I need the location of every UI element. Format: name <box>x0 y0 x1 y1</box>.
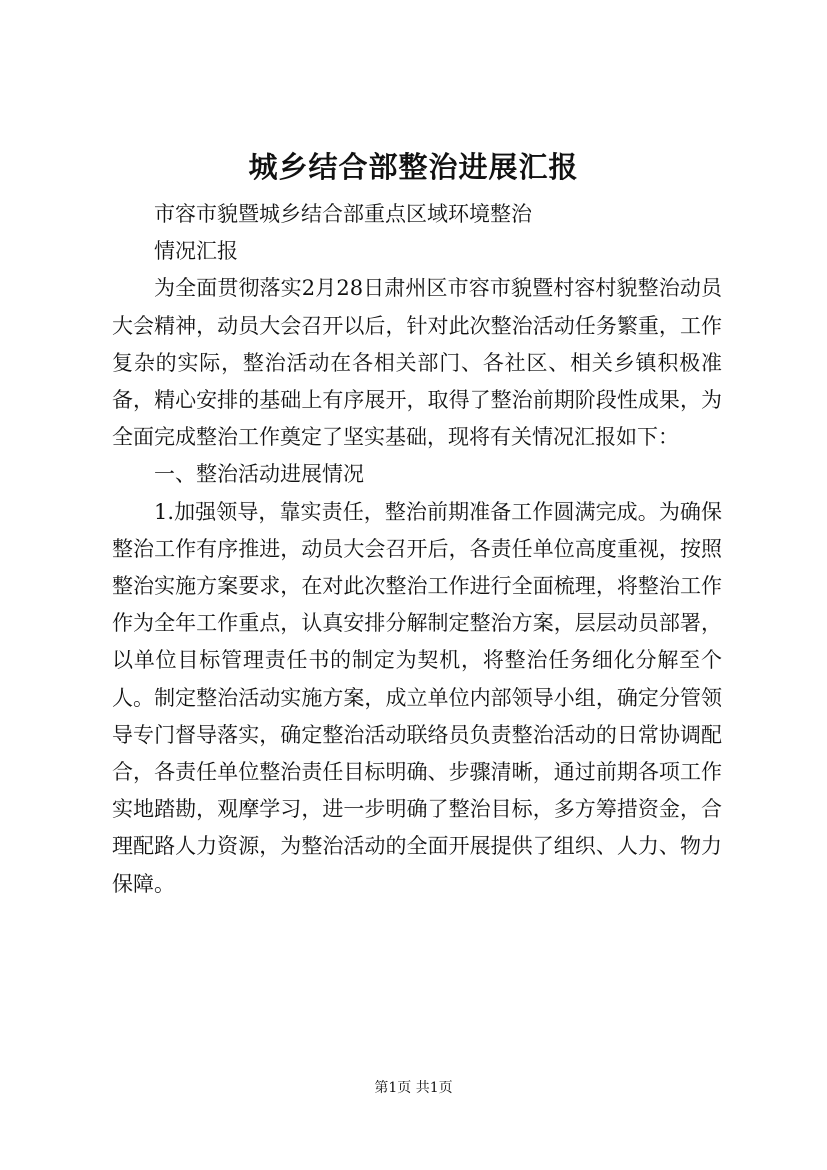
subtitle-line-2: 情况汇报 <box>154 239 238 264</box>
intro-paragraph: 为全面贯彻落实2月28日肃州区市容市貌暨村容村貌整治动员大会精神，动员大会召开以后，针对此次整治活动任务繁重，工作复杂的实际，整治活动在各相关部门、各社区、相关乡镇积极准备，精心安排的基础上有序展开，取得了整治前期阶段性成果，为全面完成整治工作奠定了坚实基础，现将有关情况汇报如下： <box>112 276 722 450</box>
document-title: 城乡结合部整治进展汇报 <box>248 150 579 184</box>
document-body <box>112 196 722 903</box>
page-footer: 第1页 共1页 <box>374 1080 453 1096</box>
section-1-paragraph-1: 1.加强领导，靠实责任，整治前期准备工作圆满完成。为确保整治工作有序推进，动员大会召开后，各责任单位高度重视，按照整治实施方案要求，在对此次整治工作进行全面梳理，将整治工作作为全年工作重点，认真安排分解制定整治方案，层层动员部署，以单位目标管理责任书的制定为契机，将整治任务细化分解至个人。制定整治活动实施方案，成立单位内部领导小组，确定分管领导专门督导落实，确定整治活动联络员负责整治活动的日常协调配合，各责任单位整治责任目标明确、步骤清晰，通过前期各项工作实地踏勘，观摩学习，进一步明确了整治目标，多方筹措资金，合理配路人力资源，为整治活动的全面开展提供了组织、人力、物力保障。 <box>112 499 722 896</box>
subtitle-line-1: 市容市貌暨城乡结合部重点区域环境整治 <box>154 202 532 226</box>
section-1-heading: 一、整治活动进展情况 <box>154 462 364 487</box>
